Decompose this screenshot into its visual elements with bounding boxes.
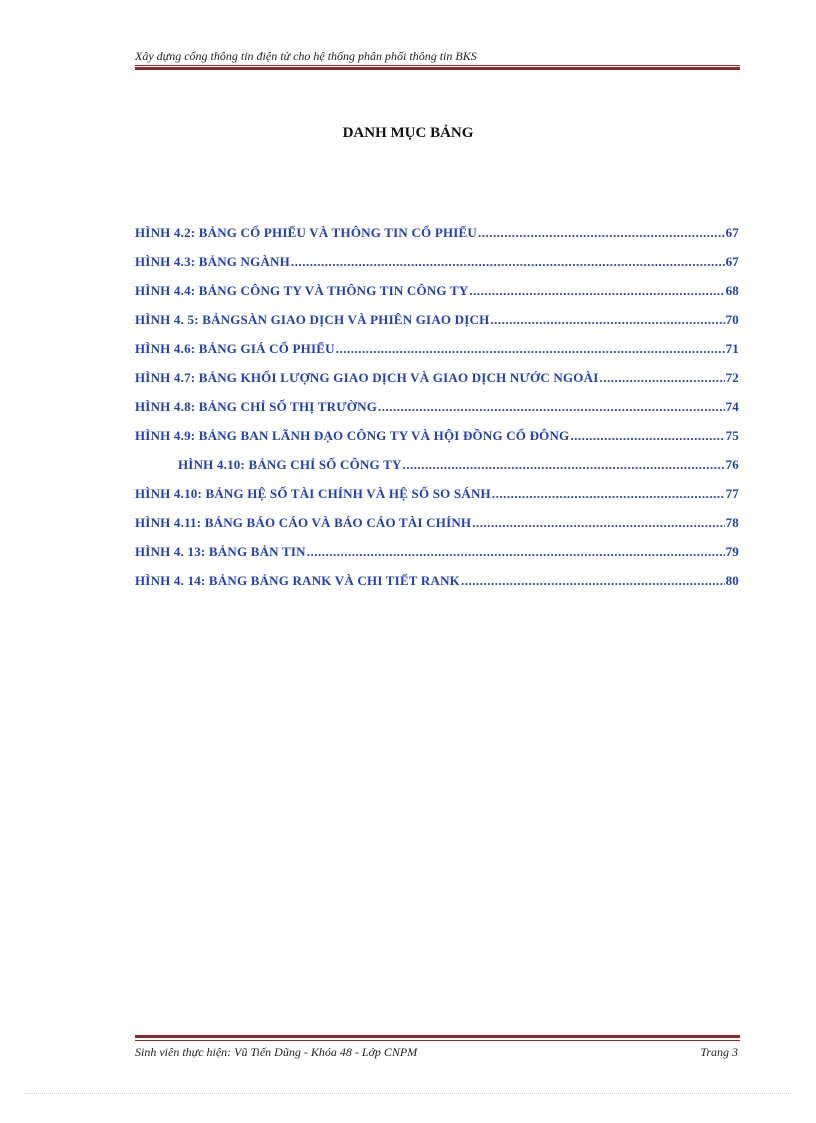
toc-entry[interactable] xyxy=(135,338,739,367)
toc-leader-dots xyxy=(336,341,725,367)
toc-entry[interactable] xyxy=(135,425,739,454)
toc-entry-label: HÌNH 4.2: BẢNG CỔ PHIẾU VÀ THÔNG TIN CỔ PHIẾU xyxy=(135,225,477,240)
toc-leader-dots xyxy=(291,254,725,280)
header-rule-thick xyxy=(135,67,740,70)
table-of-contents xyxy=(135,222,739,599)
footer-rule-thick xyxy=(135,1035,740,1038)
toc-entry-label: HÌNH 4.4: BẢNG CÔNG TY VÀ THÔNG TIN CÔNG TY xyxy=(135,283,469,298)
toc-entry[interactable] xyxy=(135,309,739,338)
toc-entry-label: HÌNH 4.8: BẢNG CHỈ SỐ THỊ TRƯỜNG xyxy=(135,399,377,414)
page-bottom-divider xyxy=(25,1093,791,1094)
toc-leader-dots xyxy=(599,370,724,396)
toc-leader-dots xyxy=(492,486,725,512)
toc-entry-label: HÌNH 4.11: BẢNG BÁO CÁO VÀ BÁO CÁO TÀI CHÍNH xyxy=(135,515,472,530)
toc-entry[interactable] xyxy=(135,512,739,541)
footer-page-number: Trang 3 xyxy=(700,1045,738,1059)
toc-entry[interactable] xyxy=(135,222,739,251)
running-header: Xây dựng cổng thông tin điện tử cho hệ thống phân phối thông tin BKS xyxy=(135,49,477,63)
toc-entry-page: 78 xyxy=(725,515,739,530)
toc-entry-label: HÌNH 4.10: BẢNG CHỈ SỐ CÔNG TY xyxy=(178,457,402,472)
toc-entry-page: 80 xyxy=(725,573,739,588)
toc-leader-dots xyxy=(461,573,725,599)
toc-entry[interactable] xyxy=(135,454,739,483)
toc-entry-label: HÌNH 4.6: BẢNG GIÁ CỔ PHIẾU xyxy=(135,341,335,356)
toc-entry-page: 70 xyxy=(725,312,739,327)
toc-entry[interactable] xyxy=(135,367,739,396)
toc-entry-label: HÌNH 4.10: BẢNG HỆ SỐ TÀI CHÍNH VÀ HỆ SỐ SO SÁNH xyxy=(135,486,491,501)
toc-entry-label: HÌNH 4.3: BẢNG NGÀNH xyxy=(135,254,290,269)
toc-entry-label: HÌNH 4.7: BẢNG KHỐI LƯỢNG GIAO DỊCH VÀ GIAO DỊCH NƯỚC NGOÀI xyxy=(135,370,599,385)
toc-leader-dots xyxy=(403,457,725,483)
toc-entry-page: 79 xyxy=(725,544,739,559)
toc-leader-dots xyxy=(378,399,725,425)
toc-entry-page: 76 xyxy=(725,457,739,472)
toc-entry-page: 68 xyxy=(725,283,739,298)
toc-entry[interactable] xyxy=(135,396,739,425)
toc-entry-page: 72 xyxy=(725,370,739,385)
toc-leader-dots xyxy=(478,225,725,251)
toc-entry-label: HÌNH 4.9: BẢNG BAN LÃNH ĐẠO CÔNG TY VÀ HỘI ĐỒNG CỔ ĐÔNG xyxy=(135,428,570,443)
toc-leader-dots xyxy=(469,283,724,309)
footer-author: Sinh viên thực hiện: Vũ Tiến Dũng - Khóa 48 - Lớp CNPM xyxy=(135,1045,418,1059)
toc-entry-page: 74 xyxy=(725,399,739,414)
page-title: DANH MỤC BẢNG xyxy=(342,125,474,141)
toc-entry[interactable] xyxy=(135,251,739,280)
toc-entry-label: HÌNH 4. 5: BẢNGSÀN GIAO DỊCH VÀ PHIÊN GIAO DỊCH xyxy=(135,312,490,327)
footer-rule-thin xyxy=(135,1040,740,1041)
toc-entry-page: 67 xyxy=(725,225,739,240)
header-rule-thin xyxy=(135,65,740,66)
toc-entry[interactable] xyxy=(135,570,739,599)
toc-leader-dots xyxy=(490,312,724,338)
toc-leader-dots xyxy=(570,428,724,454)
toc-leader-dots xyxy=(307,544,725,570)
toc-entry-page: 71 xyxy=(725,341,739,356)
toc-entry-page: 75 xyxy=(725,428,739,443)
toc-entry-label: HÌNH 4. 14: BẢNG BẢNG RANK VÀ CHI TIẾT RANK xyxy=(135,573,460,588)
toc-entry[interactable] xyxy=(135,541,739,570)
toc-entry[interactable] xyxy=(135,280,739,309)
toc-entry[interactable] xyxy=(135,483,739,512)
toc-entry-page: 67 xyxy=(725,254,739,269)
toc-leader-dots xyxy=(472,515,724,541)
toc-entry-label: HÌNH 4. 13: BẢNG BẢN TIN xyxy=(135,544,306,559)
toc-entry-page: 77 xyxy=(725,486,739,501)
